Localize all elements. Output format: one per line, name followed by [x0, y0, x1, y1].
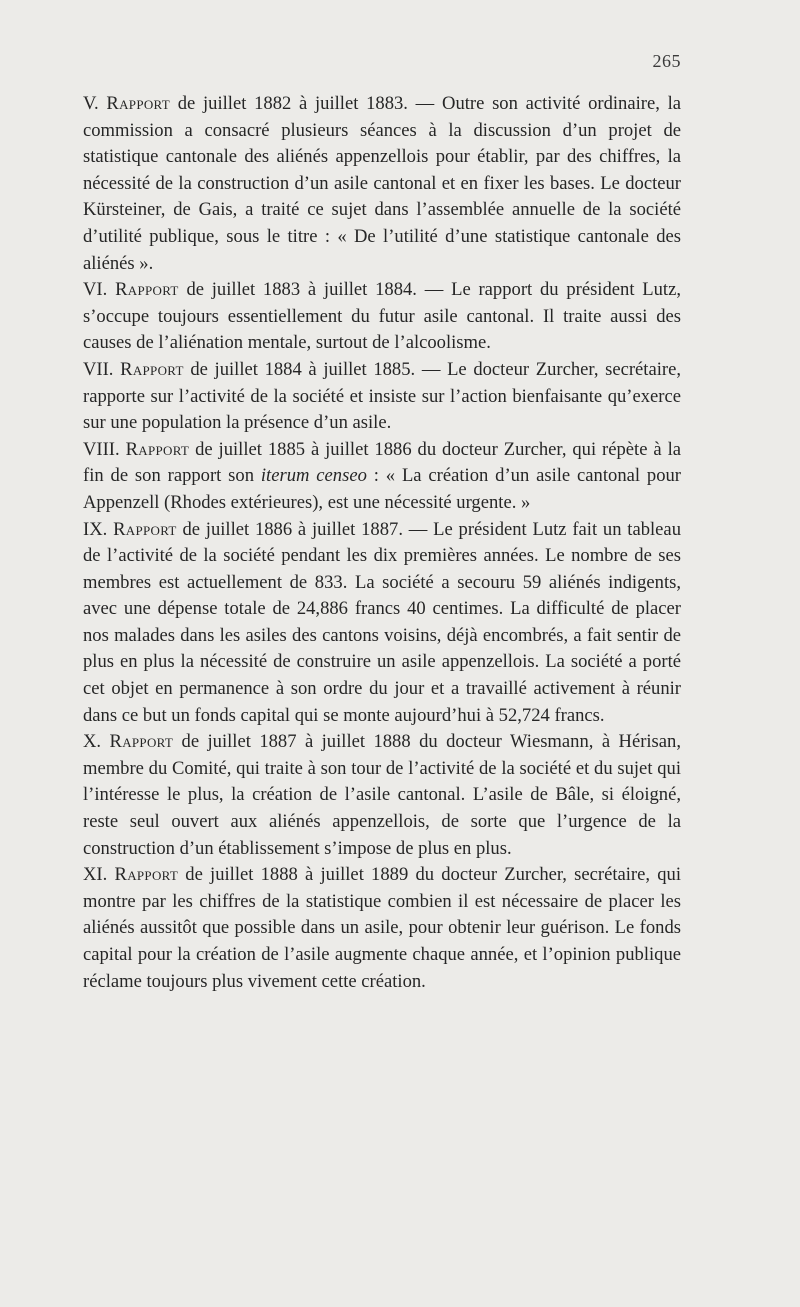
section-heading: Rapport — [120, 358, 184, 380]
paragraph-text: de juillet 1887 à juillet 1888 du docteur Wiesmann, à Hérisan, membre du Comité, qui traite à son tour de l’activité de la société et du sujet qui l’intéresse le plus, la création de l’asile cantonal. L’asile de Bâle, si éloigné, reste seul ouvert aux aliénés appenzellois, de sorte que l’urgence de la construction d’un établissement s’impose de plus en plus. — [83, 731, 681, 859]
section-number: X. — [83, 731, 102, 753]
latin-phrase: iterum censeo — [260, 465, 367, 487]
body-text — [83, 91, 681, 995]
paragraph-text: de juillet 1883 à juillet 1884. — Le rapport du président Lutz, s’occupe toujours essentiellement du futur asile cantonal. Il traite aussi des causes de l’aliénation mentale, surtout de l’alcoolisme. — [83, 279, 681, 354]
paragraph-vi — [83, 277, 681, 357]
section-heading: Rapport — [106, 93, 170, 114]
paragraph-viii — [83, 437, 681, 517]
paragraph-text: de juillet 1888 à juillet 1889 du docteur Zurcher, secrétaire, qui montre par les chiffres de la statistique combien il est nécessaire de placer les aliénés aussitôt que possible dans un asile, pour obtenir leur guérison. Le fonds capital pour la création de l’asile augmente chaque année, et l’opinion publique réclame toujours plus vivement cette création. — [83, 864, 681, 992]
section-number: VII. — [83, 358, 114, 380]
section-number: XI. — [83, 864, 108, 886]
paragraph-x — [83, 729, 681, 862]
section-heading: Rapport — [114, 864, 179, 886]
paragraph-v — [83, 91, 681, 277]
paragraph-text: de juillet 1882 à juillet 1883. — Outre son activité ordinaire, la commission a consacré plusieurs séances à la discussion d’un projet de statistique cantonale des aliénés appenzellois pour établir, par des chiffres, la nécessité de la construction d’un asile cantonal et en fixer les bases. Le docteur Kürsteiner, de Gais, a traité ce sujet dans l’assemblée annuelle de la société d’utilité publique, sous le titre : « De l’utilité d’une statistique cantonale des aliénés ». — [83, 93, 681, 274]
paragraph-xi — [83, 862, 681, 995]
paragraph-text-continued: : « La création d’un asile cantonal pour Appenzell (Rhodes extérieures), est une nécessité urgente. » — [83, 465, 681, 513]
section-number: V. — [83, 93, 99, 114]
section-heading: Rapport — [109, 731, 174, 753]
section-heading: Rapport — [115, 279, 179, 301]
page-number: 265 — [652, 51, 681, 71]
paragraph-vii — [83, 357, 681, 437]
section-heading: Rapport — [113, 518, 177, 540]
paragraph-text: de juillet 1884 à juillet 1885. — Le docteur Zurcher, secrétaire, rapporte sur l’activité de la société et insiste sur l’action bienfaisante qu’exerce sur une population la présence d’un asile. — [83, 358, 681, 434]
paragraph-text: de juillet 1885 à juillet 1886 du docteur Zurcher, qui répète à la fin de son rapport son — [83, 438, 681, 487]
section-heading: Rapport — [125, 438, 190, 460]
paragraph-text: de juillet 1886 à juillet 1887. — Le président Lutz fait un tableau de l’activité de la société pendant les dix premières années. Le nombre de ses membres est actuellement de 833. La société a secouru 59 aliénés indigents, avec une dépense totale de 24,886 francs 40 centimes. La difficulté de placer nos malades dans les asiles des cantons voisins, déjà encombrés, a fait sentir de plus en plus la nécessité de construire un asile appenzellois. La société a porté cet objet en permanence à son ordre du jour et a travaillé activement à réunir dans ce but un fonds capital qui se monte aujourd’hui à 52,724 francs. — [83, 518, 681, 726]
paragraph-ix — [83, 517, 681, 730]
section-number: VIII. — [83, 438, 120, 460]
section-number: VI. — [83, 279, 108, 301]
section-number: IX. — [83, 518, 108, 540]
